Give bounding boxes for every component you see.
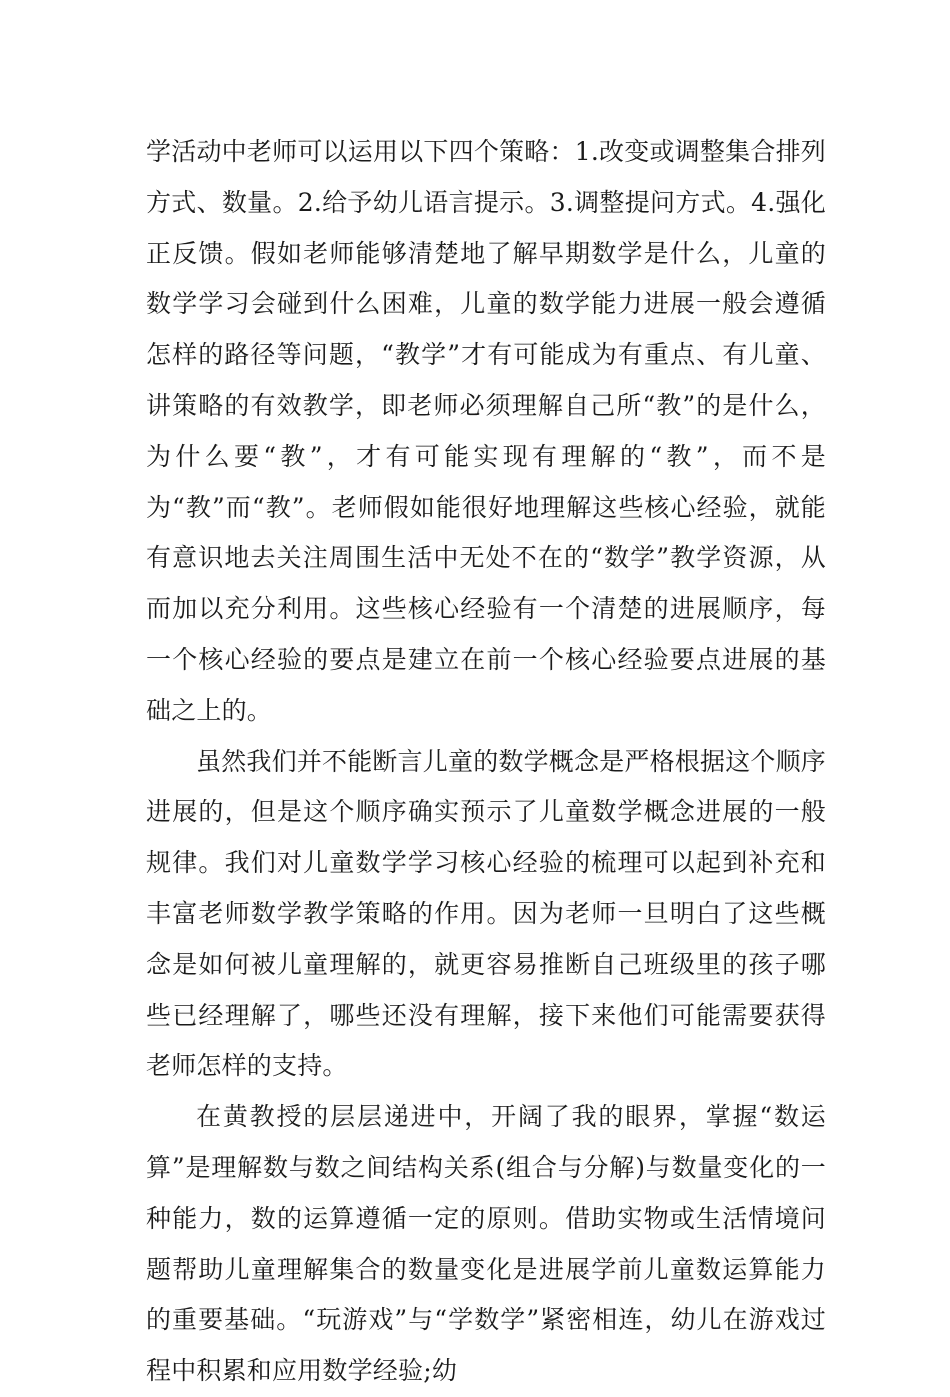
document-body [146,127,826,1397]
paragraph-3: 在黄教授的层层递进中，开阔了我的眼界，掌握“数运算”是理解数与数之间结构关系(组合与分解)与数量变化的一种能力，数的运算遵循一定的原则。借助实物或生活情境问题帮助儿童理解集合的数量变化是进展学前儿童数运算能力的重要基础。“玩游戏”与“学数学”紧密相连，幼儿在游戏过程中积累和应用数学经验;幼 [146,1102,826,1386]
paragraph-1: 学活动中老师可以运用以下四个策略：1.改变或调整集合排列方式、数量。2.给予幼儿语言提示。3.调整提问方式。4.强化正反馈。假如老师能够清楚地了解早期数学是什么，儿童的数学学习会碰到什么困难，儿童的数学能力进展一般会遵循怎样的路径等问题，“教学”才有可能成为有重点、有儿童、讲策略的有效教学，即老师必须理解自己所“教”的是什么，为什么要“教”，才有可能实现有理解的“教”，而不是为“教”而“教”。老师假如能很好地理解这些核心经验，就能有意识地去关注周围生活中无处不在的“数学”教学资源，从而加以充分利用。这些核心经验有一个清楚的进展顺序，每一个核心经验的要点是建立在前一个核心经验要点进展的基础之上的。 [146,137,826,725]
paragraph-2: 虽然我们并不能断言儿童的数学概念是严格根据这个顺序进展的，但是这个顺序确实预示了儿童数学概念进展的一般规律。我们对儿童数学学习核心经验的梳理可以起到补充和丰富老师数学教学策略的作用。因为老师一旦明白了这些概念是如何被儿童理解的，就更容易推断自己班级里的孩子哪些已经理解了，哪些还没有理解，接下来他们可能需要获得老师怎样的支持。 [146,746,827,1081]
